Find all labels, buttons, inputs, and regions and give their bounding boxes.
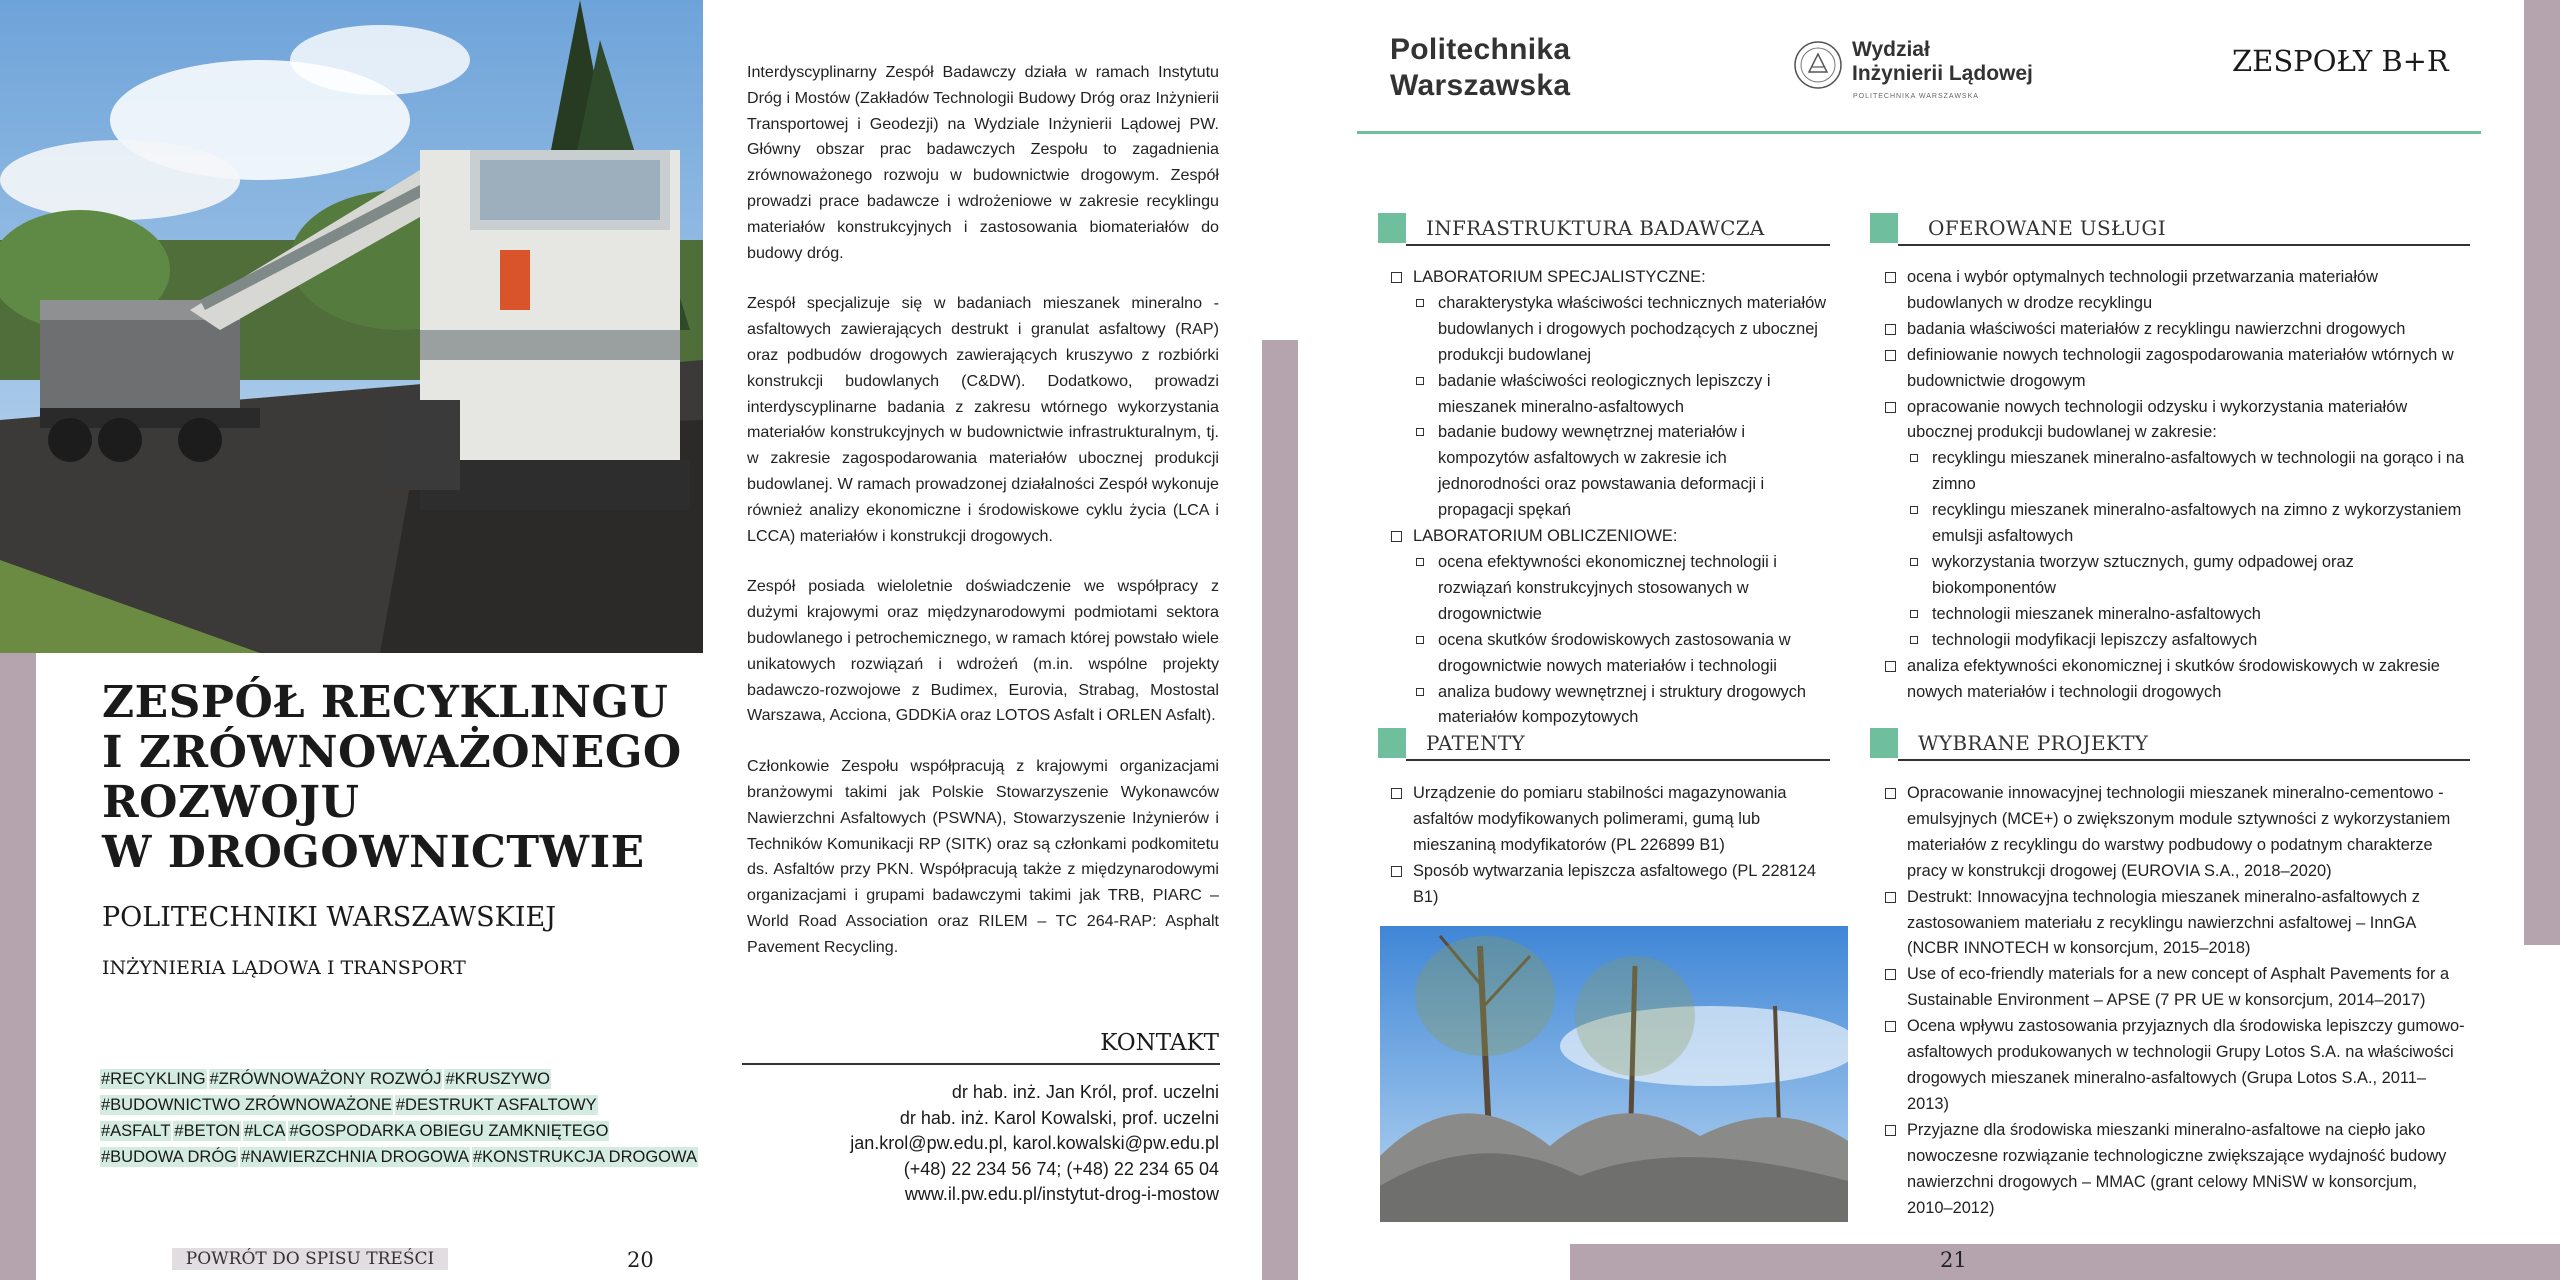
list-item: badania właściwości materiałów z recyklingu nawierzchni drogowych — [1884, 317, 2467, 343]
sub-list-item: ocena skutków środowiskowych zastosowania w drogownictwie nowych materiałów i technologii — [1413, 628, 1830, 680]
contact-name: dr hab. inż. Jan Król, prof. uczelni — [951, 1082, 1219, 1102]
list-item: LABORATORIUM OBLICZENIOWE: ocena efektywności ekonomicznej technologii i rozwiązań konstrukcyjnych stosowanych w drogownictwie ocena skutków środowiskowych zastosowania w drogownictwie nowych materiałów i technologii analiza budowy wewnętrznej i struktury drogowych materiałów kompozytowych — [1390, 524, 1830, 731]
uslugi-list — [1884, 265, 2467, 705]
list-item: analiza efektywności ekonomicznej i skutków środowiskowych w zakresie nowych materiałów i technologii drogowych — [1884, 654, 2467, 706]
title-line: I ZRÓWNOWAŻONEGO — [102, 727, 682, 778]
contact-divider — [742, 1063, 1220, 1065]
title-line: ZESPÓŁ RECYKLINGU — [102, 677, 669, 728]
section-marker — [1378, 728, 1406, 758]
tag[interactable]: #ASFALT — [101, 1122, 171, 1140]
list-item: Opracowanie innowacyjnej technologii mieszanek mineralno-cementowo -emulsyjnych (MCE+) o zwiększonym module sztywności z wykorzystaniem materiałów z recyklingu do warstwy podbudowy o podatnym charakterze pracy w konstrukcji drogowej (EUROVIA S.A., 2018–2020) — [1884, 781, 2467, 885]
faculty-seal-icon — [1793, 40, 1843, 95]
title-line: W DROGOWNICTWIE — [102, 827, 645, 878]
contact-title: KONTAKT — [1100, 1030, 1219, 1056]
category-label: INŻYNIERIA LĄDOWA I TRANSPORT — [102, 957, 466, 979]
logo-line: Politechnika — [1390, 33, 1571, 66]
list-item: Use of eco-friendly materials for a new concept of Asphalt Pavements for a Sustainable Environment – APSE (7 PR UE w konsorcjum, 2014–2017) — [1884, 962, 2467, 1014]
contact-phone: (+48) 22 234 56 74; (+48) 22 234 65 04 — [903, 1158, 1219, 1179]
list-item: Ocena wpływu zastosowania przyjaznych dla środowiska lepiszczy gumowo-asfaltowych produkowanych w technologii Grupy Lotos S.A. na właściwości drogowych mieszanek mineralno-asfaltowych (Grupa Lotos S.A., 2011–2013) — [1884, 1014, 2467, 1118]
sub-list-item: analiza budowy wewnętrznej i struktury drogowych materiałów kompozytowych — [1413, 680, 1830, 732]
paragraph: Członkowie Zespołu współpracują z krajowymi organizacjami branżowymi takimi jak Polskie Stowarzyszenie Wykonawców Nawierzchni Asfaltowych (PSWNA), Stowarzyszenie Inżynierów i Techników Komunikacji RP (SITK) oraz są członkami podkomitetu ds. Asfaltów przy PKN. Współpracują także z międzynarodowymi organizacjami i grupami badawczymi takimi jak TRB, PIARC – World Road Association oraz RILEM – TC 264-RAP: Asphalt Pavement Recycling. — [747, 757, 1219, 956]
section-marker — [1870, 213, 1898, 243]
section-marker — [1870, 728, 1898, 758]
infrastruktura-list — [1390, 265, 1830, 731]
tag[interactable]: #BETON — [174, 1122, 241, 1140]
contact-block — [747, 1080, 1219, 1208]
tag[interactable]: #ZRÓWNOWAŻONY ROZWÓJ — [209, 1070, 442, 1088]
tag[interactable]: #NAWIERZCHNIA DROGOWA — [241, 1148, 469, 1166]
tag[interactable]: #GOSPODARKA OBIEGU ZAMKNIĘTEGO — [289, 1122, 609, 1140]
contact-website[interactable]: www.il.pw.edu.pl/instytut-drog-i-mostow — [904, 1184, 1219, 1204]
header-divider — [1357, 131, 2481, 134]
list-item: opracowanie nowych technologii odzysku i wykorzystania materiałów ubocznej produkcji budowlanej w zakresie: recyklingu mieszanek mineralno-asfaltowych w technologii na gorąco i na zimno recyklingu mieszanek mineralno-asfaltowych na zimno z wykorzystaniem emulsji asfaltowych wykorzystania tworzyw sztucznych, gumy odpadowej oraz biokomponentów technologii mieszanek mineralno-asfaltowych technologii modyfikacji lepiszczy asfaltowych — [1884, 395, 2467, 654]
tag[interactable]: #DESTRUKT ASFALTOWY — [395, 1096, 597, 1114]
section-underline — [1406, 759, 1830, 761]
sub-list-item: charakterystyka właściwości technicznych materiałów budowlanych i drogowych pochodzących z ubocznej produkcji budowlanej — [1413, 291, 1830, 369]
section-projekty-header — [1870, 728, 2470, 758]
list-item: LABORATORIUM SPECJALISTYCZNE: charakterystyka właściwości technicznych materiałów budowlanych i drogowych pochodzących z ubocznej produkcji budowlanej badanie właściwości reologicznych lepiszczy i mieszanek mineralno-asfaltowych badanie budowy wewnętrznej materiałów i kompozytów asfaltowych w zakresie ich jednorodności oraz powstawania deformacji i propagacji spękań — [1390, 265, 1830, 524]
tag-list — [100, 1066, 720, 1170]
faculty-logo-text — [1852, 38, 2033, 86]
list-item: Sposób wytwarzania lepiszcza asfaltowego (PL 228124 B1) — [1390, 859, 1830, 911]
logo-line: Wydział — [1852, 38, 1930, 61]
paragraph: Interdyscyplinarny Zespół Badawczy działa w ramach Instytutu Dróg i Mostów (Zakładów Technologii Budowy Dróg oraz Inżynierii Transportowej i Geodezji) na Wydziale Inżynierii Lądowej PW. Główny obszar prac badawczych Zespołu to zagadnienia zrównoważonego rozwoju w budownictwie drogowym. Zespół prowadzi prace badawcze i wdrożeniowe w zakresie recyklingu materiałów konstrukcyjnych i zastosowania biomateriałów do budowy dróg. — [747, 63, 1219, 262]
contact-email[interactable]: jan.krol@pw.edu.pl, karol.kowalski@pw.edu.pl — [850, 1133, 1219, 1153]
sub-list-item: ocena efektywności ekonomicznej technologii i rozwiązań konstrukcyjnych stosowanych w drogownictwie — [1413, 550, 1830, 628]
tag[interactable]: #BUDOWA DRÓG — [101, 1148, 237, 1166]
road-milling-photo — [0, 0, 703, 653]
section-title: OFEROWANE USŁUGI — [1928, 216, 2166, 240]
list-item: Urządzenie do pomiaru stabilności magazynowania asfaltów modyfikowanych polimerami, gumą lub mieszaniną modyfikatorów (PL 226899 B1) — [1390, 781, 1830, 859]
projekty-list — [1884, 781, 2467, 1221]
title-line: ROZWOJU — [102, 777, 360, 828]
section-infrastruktura-header — [1378, 213, 1830, 243]
section-marker — [1378, 213, 1406, 243]
section-title: WYBRANE PROJEKTY — [1918, 731, 2149, 755]
section-underline — [1406, 244, 1830, 246]
description-text — [747, 60, 1219, 986]
page-number-left: 20 — [627, 1248, 654, 1272]
aggregate-piles-photo — [1380, 926, 1848, 1222]
sub-list-item: badanie właściwości reologicznych lepiszczy i mieszanek mineralno-asfaltowych — [1413, 369, 1830, 421]
list-item: Przyjazne dla środowiska mieszanki mineralno-asfaltowe na ciepło jako nowoczesne rozwiązanie technologiczne zwiększające wydajność budowy nawierzchni drogowych – MMAC (grant celowy MNiSW w konsorcjum, 2010–2012) — [1884, 1118, 2467, 1222]
paragraph: Zespół specjalizuje się w badaniach mieszanek mineralno -asfaltowych zawierających destrukt i granulat asfaltowy (RAP) oraz podbudów drogowych zawierających kruszywo z rozbiórki konstrukcji budowlanych (C&DW). Dodatkowo, prowadzi interdyscyplinarne badania z zakresu wtórnego wykorzystania materiałów konstrukcyjnych w budownictwie infrastrukturalnym, tj. w zakresie zagospodarowania materiałów ubocznej produkcji budowlanej. W ramach prowadzonej działalności Zespół wykonuje również analizy ekonomiczne i środowiskowe cyklu życia (LCA i LCCA) materiałów i konstrukcji drogowych. — [747, 294, 1219, 545]
sub-list-item: technologii mieszanek mineralno-asfaltowych — [1907, 602, 2467, 628]
politechnika-logo — [1390, 32, 1570, 104]
contact-name: dr hab. inż. Karol Kowalski, prof. uczelni — [899, 1107, 1219, 1128]
right-edge-bar — [2524, 0, 2560, 945]
tag[interactable]: #KONSTRUKCJA DROGOWA — [472, 1148, 697, 1166]
sub-list-item: wykorzystania tworzyw sztucznych, gumy odpadowej oraz biokomponentów — [1907, 550, 2467, 602]
right-footer-bar — [1570, 1244, 2560, 1280]
logo-line: Warszawska — [1390, 69, 1571, 102]
sub-list-item: recyklingu mieszanek mineralno-asfaltowych na zimno z wykorzystaniem emulsji asfaltowych — [1907, 498, 2467, 550]
sub-list-item: technologii modyfikacji lepiszczy asfaltowych — [1907, 628, 2467, 654]
section-title: PATENTY — [1426, 731, 1526, 755]
back-to-contents-button[interactable]: POWRÓT DO SPISU TREŚCI — [172, 1248, 448, 1270]
tag[interactable]: #LCA — [244, 1122, 286, 1140]
list-item: definiowanie nowych technologii zagospodarowania materiałów wtórnych w budownictwie drogowym — [1884, 343, 2467, 395]
faculty-logo-subtext: POLITECHNIKA WARSZAWSKA — [1853, 93, 1979, 100]
section-uslugi-header — [1870, 213, 2470, 243]
tag[interactable]: #KRUSZYWO — [445, 1070, 550, 1088]
list-item: ocena i wybór optymalnych technologii przetwarzania materiałów budowlanych w drodze recyklingu — [1884, 265, 2467, 317]
center-gutter-bar — [1262, 340, 1298, 1280]
section-title: INFRASTRUKTURA BADAWCZA — [1426, 216, 1765, 240]
subtitle: POLITECHNIKI WARSZAWSKIEJ — [102, 902, 557, 933]
logo-line: Inżynierii Lądowej — [1852, 62, 2033, 85]
tag[interactable]: #BUDOWNICTWO ZRÓWNOWAŻONE — [101, 1096, 392, 1114]
sub-list-item: badanie budowy wewnętrznej materiałów i kompozytów asfaltowych w zakresie ich jednorodności oraz powstawania deformacji i propagacji spękań — [1413, 420, 1830, 524]
sub-list-item: recyklingu mieszanek mineralno-asfaltowych w technologii na gorąco i na zimno — [1907, 446, 2467, 498]
list-item: Destrukt: Innowacyjna technologia mieszanek mineralno-asfaltowych z zastosowaniem materiału z recyklingu nawierzchni asfaltowej – InnGA (NCBR INNOTECH w konsorcjum, 2015–2018) — [1884, 885, 2467, 963]
section-underline — [1898, 244, 2470, 246]
section-underline — [1898, 759, 2470, 761]
tag[interactable]: #RECYKLING — [101, 1070, 206, 1088]
main-title — [102, 678, 702, 878]
patenty-list — [1390, 781, 1830, 911]
section-header-label: ZESPOŁY B+R — [2232, 44, 2449, 78]
paragraph: Zespół posiada wieloletnie doświadczenie we współpracy z dużymi krajowymi oraz międzynarodowymi podmiotami sektora budowlanego i petrochemicznego, w ramach której powstało wiele unikatowych rozwiązań i wdrożeń (m.in. wspólne projekty badawczo-rozwojowe z Budimex, Eurovia, Strabag, Mostostal Warszawa, Acciona, GDDKiA oraz LOTOS Asfalt i ORLEN Asfalt). — [747, 577, 1219, 725]
page-number-right: 21 — [1940, 1248, 1967, 1272]
section-patenty-header — [1378, 728, 1830, 758]
